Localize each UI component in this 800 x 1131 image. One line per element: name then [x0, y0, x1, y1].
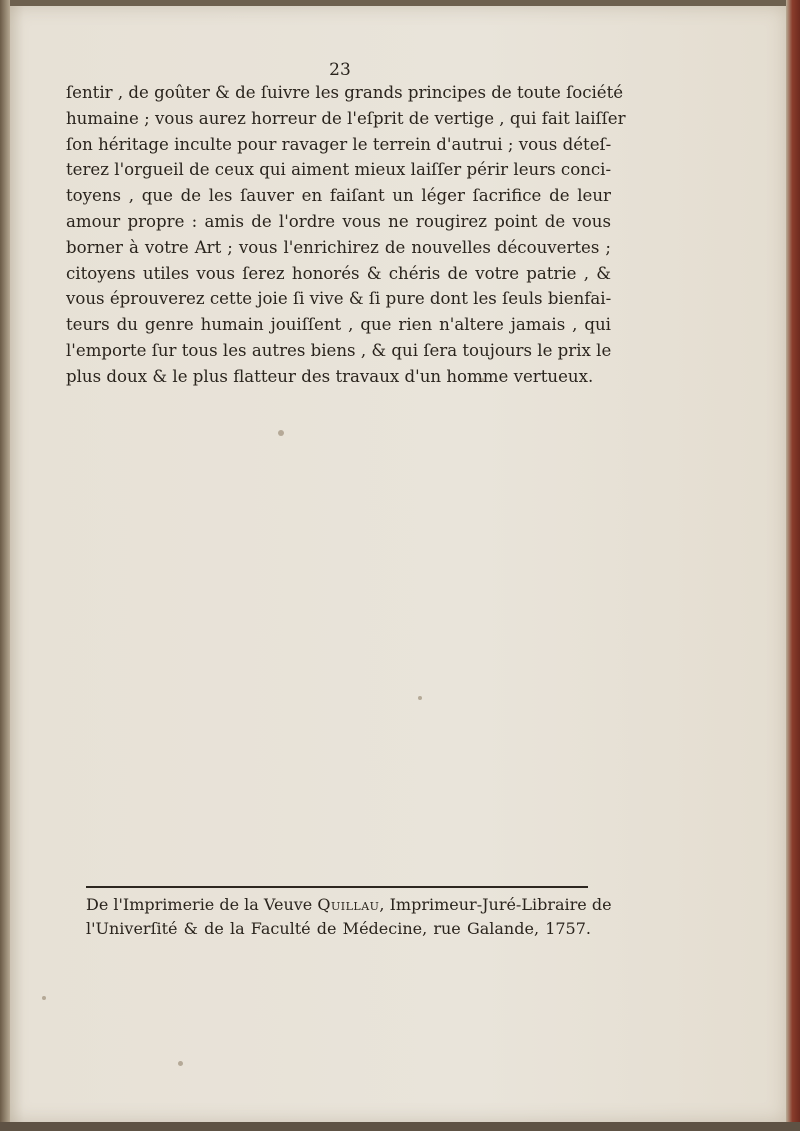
imprint-text: , Imprimeur-Juré-Libraire de	[379, 895, 612, 914]
printer-imprint	[86, 893, 612, 941]
text-line: l'emporte ſur tous les autres biens , & qui ſera toujours le prix le	[66, 340, 612, 360]
text-line: terez l'orgueil de ceux qui aiment mieux laiſſer périr leurs conci-	[66, 160, 612, 180]
imprint-line-1	[86, 893, 612, 917]
text-line: plus doux & le plus flatteur des travaux d'un homme vertueux.	[66, 366, 594, 386]
text-line: ſentir , de goûter & de ſuivre les grands principes de toute ſociété	[66, 83, 624, 102]
text-line: ſon héritage inculte pour ravager le terrein d'autrui ; vous déteſ-	[66, 134, 612, 154]
text-line: citoyens utiles vous ſerez honorés & chéris de votre patrie , &	[66, 263, 611, 283]
text-line: humaine ; vous aurez horreur de l'eſprit de vertige , qui fait laiſſer	[66, 108, 626, 128]
imprint-rule	[86, 886, 588, 888]
text-line: teurs du genre humain jouiſſent , que rien n'altere jamais , qui	[66, 315, 611, 335]
text-line: amour propre : amis de l'ordre vous ne rougirez point de vous	[66, 211, 611, 231]
paper-foxing-spot	[178, 1061, 183, 1066]
text-line: toyens , que de les ſauver en faiſant un léger ſacrifice de leur	[66, 186, 611, 206]
main-text-block	[66, 80, 626, 390]
page-number: 23	[329, 60, 351, 80]
scan-edge-bottom	[0, 1122, 800, 1131]
paper-foxing-spot	[278, 430, 284, 436]
text-line: vous éprouverez cette joie ſi vive & ſi pure dont les ſeuls bienfai-	[66, 289, 612, 309]
paper-foxing-spot	[418, 696, 422, 700]
text-line: borner à votre Art ; vous l'enrichirez de nouvelles découvertes ;	[66, 237, 611, 257]
printer-name: Quillau	[317, 895, 380, 914]
imprint-text: De l'Imprimerie de la Veuve	[86, 895, 313, 914]
paper-foxing-spot	[42, 996, 46, 1000]
book-gutter	[0, 0, 10, 1131]
imprint-line-2: l'Univerſité & de la Faculté de Médecine, rue Galande, 1757.	[86, 919, 591, 938]
book-edge-right	[786, 0, 800, 1131]
